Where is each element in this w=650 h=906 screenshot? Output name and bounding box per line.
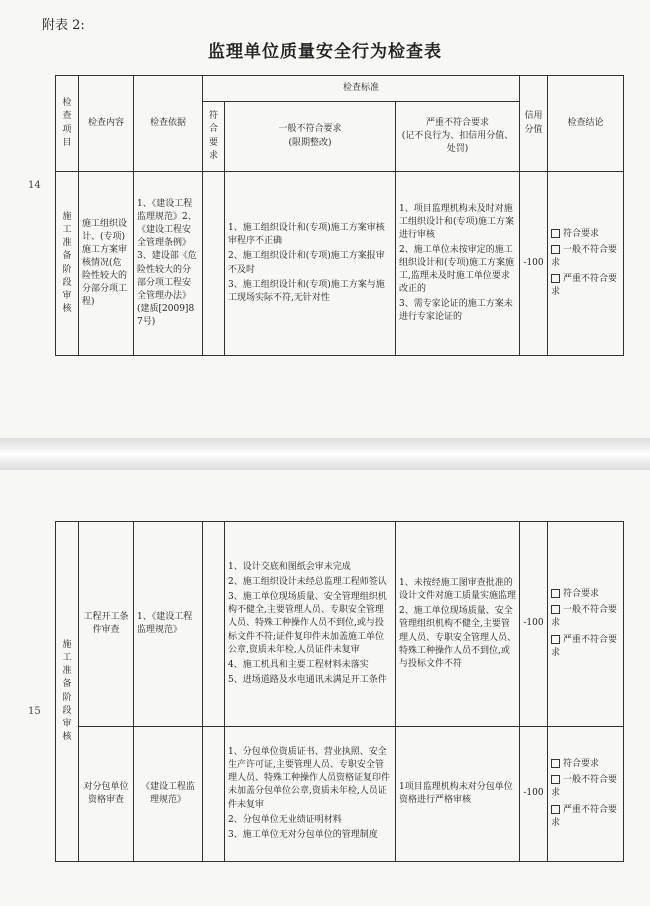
list-item: 3、施工组织设计和(专项)施工方案与施工现场实际不符,无针对性 xyxy=(228,279,385,303)
checkbox-icon xyxy=(551,589,560,598)
list-item: 1项目监理机构未对分包单位资格进行严格审核 xyxy=(399,781,513,805)
checkbox-icon xyxy=(551,274,560,283)
header-conform: 符合要求 xyxy=(203,102,225,172)
attachment-label: 附表 2: xyxy=(42,18,85,33)
checkbox-icon xyxy=(551,245,560,254)
row-conform xyxy=(203,172,225,356)
row-conclusion xyxy=(548,172,624,356)
row-conclusion xyxy=(548,727,624,862)
list-item: 2、施工组织设计和(专项)施工方案报审不及时 xyxy=(228,251,385,275)
table-row xyxy=(56,727,624,862)
list-item: 1、分包单位资质证书、营业执照、安全生产许可证,主要管理人员、专职安全管理人员、特殊工种操作人员资格证复印件未加盖分包单位公章,资质未年检,人员证件未复审 xyxy=(228,747,391,810)
list-item: 3、需专家论证的施工方案未进行专家论证的 xyxy=(399,299,513,323)
list-item: 2、施工单位未按审定的施工组织设计和(专项)施工方案施工,监理未及时施工单位要求改正的 xyxy=(399,244,515,295)
checkbox-icon xyxy=(551,775,560,784)
table-row xyxy=(56,522,624,727)
list-item: 5、进场道路及水电通讯未满足开工条件 xyxy=(228,674,387,685)
row-item: 施工准备阶段审核 xyxy=(56,172,79,356)
row-general xyxy=(225,172,396,356)
list-item: 3、施工单位现场质量、安全管理组织机构不健全,主要管理人员、专职安全管理人员、特殊工种操作人员不到位,或与投标文件不符;证件复印件未加盖施工单位公章,资质未年检,人员证件未复审 xyxy=(228,592,387,655)
inspection-table-bottom xyxy=(55,521,624,862)
row-content: 对分包单位资格审查 xyxy=(79,727,134,862)
row-item: 施工准备阶段审核 xyxy=(56,522,79,862)
row-general xyxy=(225,727,396,862)
list-item: 1、项目监理机构未及时对施工组织设计和(专项)施工方案进行审核 xyxy=(399,203,515,240)
conclusion-serious[interactable]: 严重不符合要求 xyxy=(551,804,618,828)
header-credit: 信用分值 xyxy=(520,76,548,172)
row-credit: -100 xyxy=(520,522,548,727)
row-serious xyxy=(396,172,520,356)
row-content: 施工组织设计、(专项)施工方案审核情况(危险性较大的分部分项工程) xyxy=(79,172,134,356)
page-14 xyxy=(0,0,650,438)
row-serious xyxy=(396,727,520,862)
list-item: 2、分包单位无业绩证明材料 xyxy=(228,814,342,825)
header-general-note: (限期整改) xyxy=(288,137,332,148)
list-item: 2、施工组织设计未经总监理工程师签认 xyxy=(228,577,387,588)
row-basis: 1、《建设工程监理规范》 xyxy=(134,522,203,727)
list-item: 1、未按经施工图审查批准的设计文件对施工质量实施监理 xyxy=(399,578,517,602)
row-serious xyxy=(396,522,520,727)
conclusion-conform[interactable]: 符合要求 xyxy=(551,758,620,771)
checkbox-icon xyxy=(551,605,560,614)
page-15 xyxy=(0,470,650,906)
checkbox-icon xyxy=(551,229,560,238)
list-item: 2、施工单位现场质量、安全管理组织机构不健全,主要管理人员、专职安全管理人员、特殊工种操作人员不到位,或与投标文件不符 xyxy=(399,606,517,669)
row-conform xyxy=(203,522,225,727)
page-gap xyxy=(0,438,650,470)
header-general xyxy=(225,102,396,172)
header-serious-label: 严重不符合要求 xyxy=(426,117,490,128)
header-general-label: 一般不符合要求 xyxy=(278,124,342,135)
page-title: 监理单位质量安全行为检查表 xyxy=(208,42,442,62)
header-item: 检查项目 xyxy=(56,76,79,172)
checkbox-icon xyxy=(551,635,560,644)
row-basis: 1、《建设工程监理规范》2、《建设工程安全管理条例》3、建设部《危险性较大的分部分项工程安全管理办法》(建质[2009]87号) xyxy=(134,172,203,356)
conclusion-general[interactable]: 一般不符合要求 xyxy=(551,605,618,629)
inspection-table-top xyxy=(55,75,624,356)
row-general xyxy=(225,522,396,727)
header-standard: 检查标准 xyxy=(203,76,520,102)
list-item: 1、设计交底和图纸会审未完成 xyxy=(228,562,351,573)
list-item: 4、施工机具和主要工程材料未落实 xyxy=(228,659,369,670)
checkbox-icon xyxy=(551,805,560,814)
checkbox-icon xyxy=(551,759,560,768)
row-credit: -100 xyxy=(520,172,548,356)
conclusion-serious[interactable]: 严重不符合要求 xyxy=(551,274,618,298)
row-content: 工程开工条件审查 xyxy=(79,522,134,727)
row-conclusion xyxy=(548,522,624,727)
header-content: 检查内容 xyxy=(79,76,134,172)
conclusion-conform[interactable]: 符合要求 xyxy=(551,228,620,241)
row-conform xyxy=(203,727,225,862)
conclusion-general[interactable]: 一般不符合要求 xyxy=(551,775,618,799)
page-number: 15 xyxy=(28,706,41,717)
conclusion-general[interactable]: 一般不符合要求 xyxy=(551,244,618,268)
header-serious xyxy=(396,102,520,172)
list-item: 3、施工单位无对分包单位的管理制度 xyxy=(228,829,378,840)
header-conclusion: 检查结论 xyxy=(548,76,624,172)
page-number: 14 xyxy=(28,180,41,191)
table-row xyxy=(56,172,624,356)
row-basis: 《建设工程监理规范》 xyxy=(134,727,203,862)
conclusion-serious[interactable]: 严重不符合要求 xyxy=(551,634,618,658)
header-basis: 检查依据 xyxy=(134,76,203,172)
row-credit: -100 xyxy=(520,727,548,862)
header-serious-note: (记不良行为、扣信用分值、处罚) xyxy=(401,130,514,155)
conclusion-conform[interactable]: 符合要求 xyxy=(551,588,620,601)
list-item: 1、施工组织设计和(专项)施工方案审核审程序不正确 xyxy=(228,223,385,247)
